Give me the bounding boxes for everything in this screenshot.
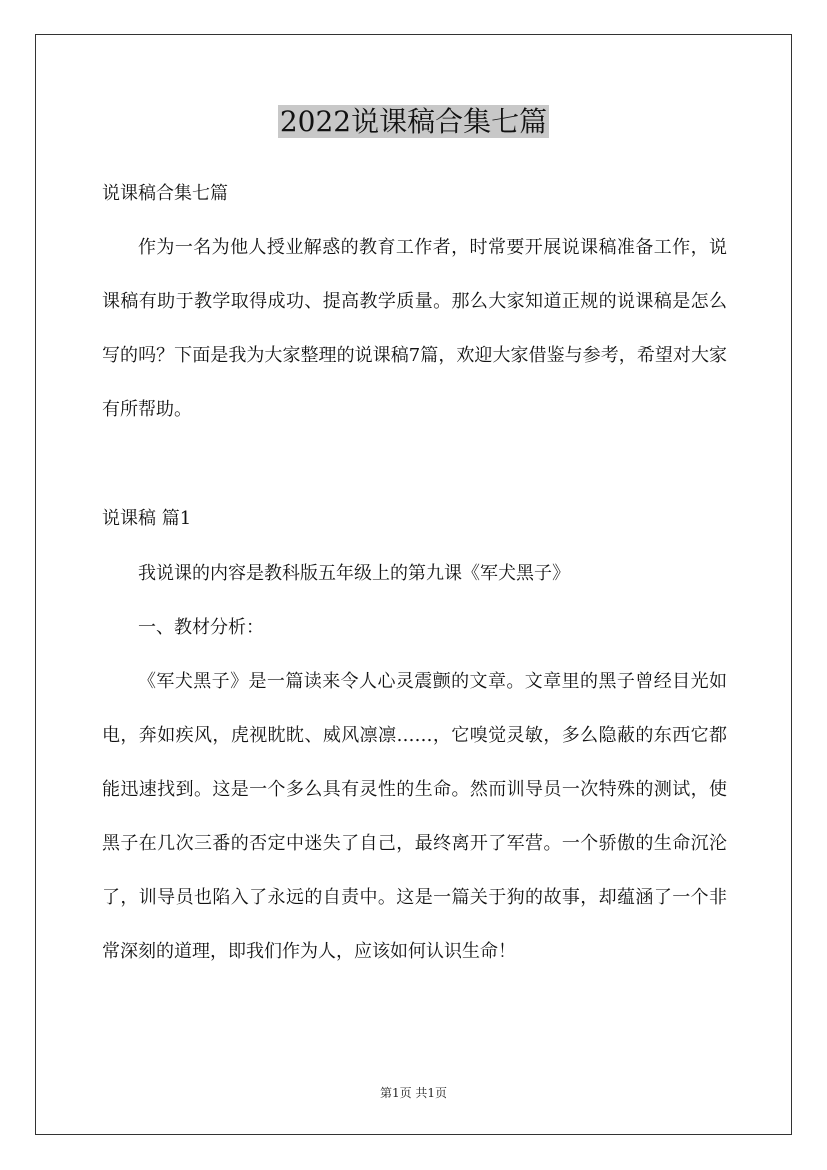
subtitle: 说课稿合集七篇 bbox=[102, 183, 228, 204]
section-heading: 说课稿 篇1 bbox=[102, 508, 192, 529]
page-footer: 第1页 共1页 bbox=[379, 1086, 448, 1100]
title-text: 2022说课稿合集七篇 bbox=[279, 105, 548, 138]
intro-paragraph: 作为一名为他人授业解惑的教育工作者，时常要开展说课稿准备工作，说课稿有助于教学取得成功、提高教学质量。那么大家知道正规的说课稿是怎么写的吗？下面是我为大家整理的说课稿7篇，欢迎大家借鉴与参考，希望对大家有所帮助。 bbox=[102, 237, 727, 420]
section-line-1: 我说课的内容是教科版五年级上的第九课《军犬黑子》 bbox=[138, 563, 570, 584]
analysis-paragraph: 《军犬黑子》是一篇读来令人心灵震颤的文章。文章里的黑子曾经目光如电，奔如疾风，虎视眈眈、威风凛凛……，它嗅觉灵敏，多么隐蔽的东西它都能迅速找到。这是一个多么具有灵性的生命。然而训导员一次特殊的测试，使黑子在几次三番的否定中迷失了自己，最终离开了军营。一个骄傲的生命沉沦了，训导员也陷入了永远的自责中。这是一篇关于狗的故事，却蕴涵了一个非常深刻的道理，即我们作为人，应该如何认识生命！ bbox=[102, 671, 727, 962]
section-line-2: 一、教材分析： bbox=[138, 617, 264, 638]
document-title bbox=[0, 102, 827, 142]
